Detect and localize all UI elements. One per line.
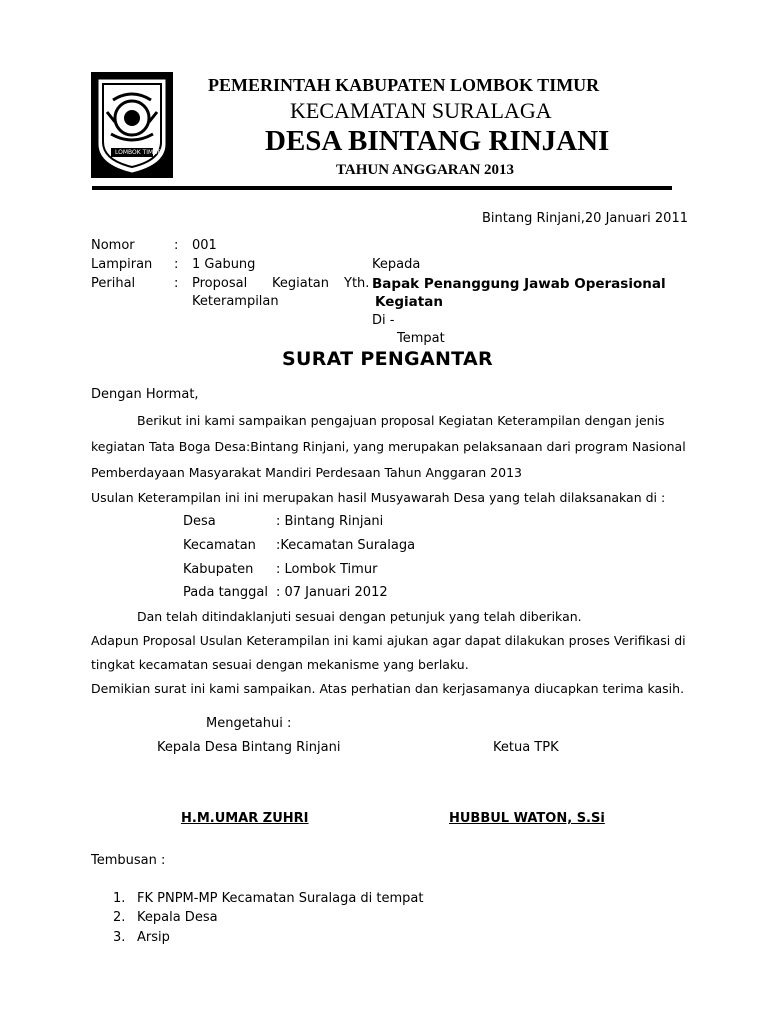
logo-caption: LOMBOK TIMUR [115, 149, 162, 156]
lampiran-label: Lampiran [91, 257, 153, 272]
detail-value: :Kecamatan Suralaga [276, 538, 416, 553]
nomor-colon: : [174, 238, 179, 253]
right-signatory-title: Ketua TPK [493, 740, 559, 755]
cc-item-number: 3. [113, 930, 126, 945]
regency-emblem-logo [91, 72, 173, 178]
perihal-value-2: Keterampilan [192, 294, 279, 309]
lampiran-value: 1 Gabung [192, 257, 256, 272]
body-paragraph-2: Usulan Keterampilan ini ini merupakan hasil Musyawarah Desa yang telah dilaksanakan di : [91, 490, 666, 505]
detail-label: Pada tanggal [183, 585, 268, 600]
body-paragraph-1-line-1: Berikut ini kami sampaikan pengajuan proposal Kegiatan Keterampilan dengan jenis [137, 413, 665, 428]
recipient-yth: Yth. [344, 276, 370, 291]
cc-item-text: Kepala Desa [137, 910, 218, 925]
salutation: Dengan Hormat, [91, 387, 199, 402]
detail-value: : 07 Januari 2012 [276, 585, 388, 600]
body-paragraph-3: Dan telah ditindaklanjuti sesuai dengan petunjuk yang telah diberikan. [137, 609, 582, 624]
perihal-colon: : [174, 276, 179, 291]
cc-item-text: FK PNPM-MP Kecamatan Suralaga di tempat [137, 891, 424, 906]
mengetahui-label: Mengetahui : [206, 716, 292, 731]
left-signatory-title: Kepala Desa Bintang Rinjani [157, 740, 341, 755]
perihal-label: Perihal [91, 276, 136, 291]
letterhead-divider [92, 186, 672, 190]
detail-label: Kecamatan [183, 538, 256, 553]
detail-value: : Bintang Rinjani [276, 514, 384, 529]
letterhead-government: PEMERINTAH KABUPATEN LOMBOK TIMUR [208, 75, 600, 95]
body-paragraph-1-line-2: kegiatan Tata Boga Desa:Bintang Rinjani, yang merupakan pelaksanaan dari program Nasional [91, 439, 686, 454]
recipient-tempat: Tempat [397, 331, 445, 346]
recipient-name-line2: Kegiatan [375, 294, 443, 310]
letter-title: SURAT PENGANTAR [282, 348, 493, 370]
cc-item-number: 2. [113, 910, 126, 925]
cc-item-text: Arsip [137, 930, 170, 945]
detail-label: Kabupaten [183, 562, 254, 577]
perihal-value-1a: Proposal [192, 276, 248, 291]
recipient-kepada: Kepada [372, 257, 421, 272]
letterhead-fiscal-year: TAHUN ANGGARAN 2013 [336, 162, 515, 178]
recipient-di: Di - [372, 313, 395, 328]
body-paragraph-4-line-2: tingkat kecamatan sesuai dengan mekanisme yang berlaku. [91, 657, 469, 672]
letterhead-village: DESA BINTANG RINJANI [265, 125, 610, 157]
cc-item-number: 1. [113, 891, 126, 906]
body-paragraph-5: Demikian surat ini kami sampaikan. Atas perhatian dan kerjasamanya diucapkan terima kasih. [91, 681, 685, 696]
letter-date: Bintang Rinjani,20 Januari 2011 [482, 211, 688, 226]
letterhead-district: KECAMATAN SURALAGA [290, 98, 552, 123]
lampiran-colon: : [174, 257, 179, 272]
right-signatory-name: HUBBUL WATON, S.Si [449, 811, 605, 826]
nomor-value: 001 [192, 238, 217, 253]
detail-value: : Lombok Timur [276, 562, 378, 577]
body-paragraph-4-line-1: Adapun Proposal Usulan Keterampilan ini kami ajukan agar dapat dilakukan proses Verifikasi di [91, 633, 686, 648]
perihal-value-1b: Kegiatan [272, 276, 330, 291]
left-signatory-name: H.M.UMAR ZUHRI [181, 811, 309, 826]
cc-label: Tembusan : [91, 853, 166, 868]
nomor-label: Nomor [91, 238, 135, 253]
body-paragraph-1-line-3: Pemberdayaan Masyarakat Mandiri Perdesaan Tahun Anggaran 2013 [91, 465, 522, 480]
detail-label: Desa [183, 514, 216, 529]
recipient-name-line1: Bapak Penanggung Jawab Operasional [372, 276, 666, 292]
